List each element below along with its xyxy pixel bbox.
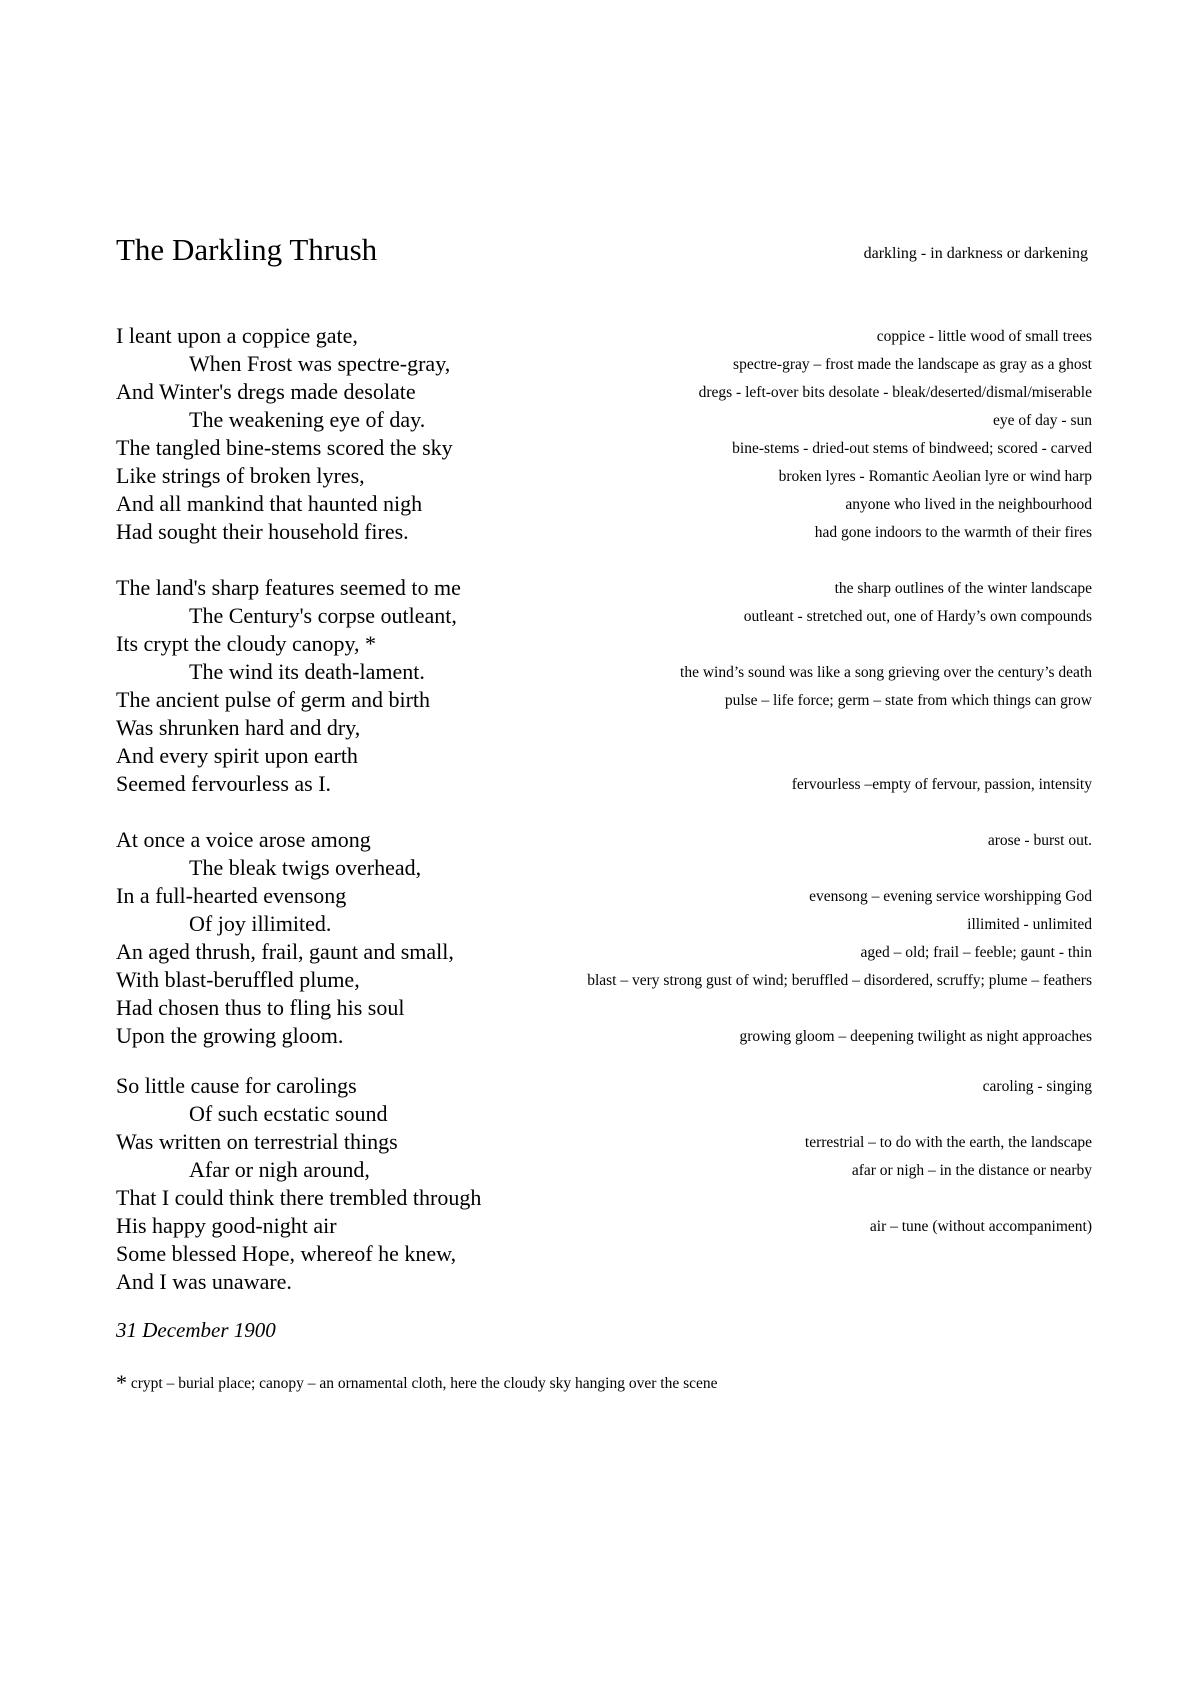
margin-gloss: fervourless –empty of fervour, passion, intensity [791, 776, 1092, 793]
poem-line [0, 1156, 1200, 1184]
verse-text: Had sought their household fires. [116, 519, 409, 544]
title-gloss: darkling - in darkness or darkening [863, 245, 1088, 262]
verse-text: That I could think there trembled through [116, 1185, 482, 1210]
margin-gloss: outleant - stretched out, one of Hardy’s own compounds [743, 608, 1092, 625]
poem-line [0, 406, 1200, 434]
verse-text: Was shrunken hard and dry, [116, 715, 361, 740]
poem-line [0, 434, 1200, 462]
verse-text: The land's sharp features seemed to me [116, 575, 461, 600]
margin-gloss: afar or nigh – in the distance or nearby [851, 1162, 1092, 1179]
poem-line [0, 1268, 1200, 1296]
poem-line [0, 854, 1200, 882]
verse-text: Some blessed Hope, whereof he knew, [116, 1241, 457, 1266]
verse-text: So little cause for carolings [116, 1073, 357, 1098]
footnote-text: crypt – burial place; canopy – an ornamental cloth, here the cloudy sky hanging over the scene [130, 1375, 718, 1392]
margin-gloss: had gone indoors to the warmth of their fires [814, 524, 1092, 541]
poem-line [0, 770, 1200, 798]
margin-gloss: the sharp outlines of the winter landscape [834, 580, 1092, 597]
verse-text: With blast-beruffled plume, [116, 967, 360, 992]
poem-line [0, 378, 1200, 406]
verse-text: Seemed fervourless as I. [116, 771, 332, 796]
margin-gloss: growing gloom – deepening twilight as night approaches [739, 1028, 1092, 1045]
poem-line [0, 1240, 1200, 1268]
verse-text: At once a voice arose among [116, 827, 371, 852]
poem-line [0, 1072, 1200, 1100]
poem-title: The Darkling Thrush [116, 232, 378, 267]
poem-line [0, 686, 1200, 714]
poem-line [0, 910, 1200, 938]
footnote-marker: * [116, 1370, 127, 1395]
verse-text: I leant upon a coppice gate, [116, 323, 358, 348]
poem-line [0, 1212, 1200, 1240]
margin-gloss: caroling - singing [982, 1078, 1092, 1095]
verse-text: Like strings of broken lyres, [116, 463, 365, 488]
margin-gloss: broken lyres - Romantic Aeolian lyre or wind harp [778, 468, 1092, 485]
verse-text: And all mankind that haunted nigh [116, 491, 423, 516]
poem-line [0, 714, 1200, 742]
verse-text: And I was unaware. [116, 1269, 292, 1294]
verse-text: The wind its death-lament. [189, 659, 425, 684]
poem-line [0, 462, 1200, 490]
verse-text: The tangled bine-stems scored the sky [116, 435, 453, 460]
poem-line [0, 1022, 1200, 1050]
poem-line [0, 602, 1200, 630]
verse-text: Of such ecstatic sound [189, 1101, 388, 1126]
poem-line [0, 1184, 1200, 1212]
margin-gloss: anyone who lived in the neighbourhood [845, 496, 1092, 513]
margin-gloss: arose - burst out. [987, 832, 1092, 849]
verse-text: When Frost was spectre-gray, [189, 351, 451, 376]
verse-text: Of joy illimited. [189, 911, 332, 936]
poem-line [0, 322, 1200, 350]
margin-gloss: coppice - little wood of small trees [876, 328, 1092, 345]
verse-text: An aged thrush, frail, gaunt and small, [116, 939, 454, 964]
verse-text: Its crypt the cloudy canopy, * [116, 631, 377, 656]
poem-date: 31 December 1900 [116, 1318, 276, 1342]
verse-text: And every spirit upon earth [116, 743, 358, 768]
margin-gloss: aged – old; frail – feeble; gaunt - thin [860, 944, 1092, 961]
poem-line [0, 490, 1200, 518]
margin-gloss: illimited - unlimited [967, 916, 1092, 933]
poem-line [0, 630, 1200, 658]
verse-text: The weakening eye of day. [189, 407, 426, 432]
margin-gloss: eye of day - sun [993, 412, 1092, 429]
verse-text: Was written on terrestrial things [116, 1129, 398, 1154]
margin-gloss: blast – very strong gust of wind; beruffled – disordered, scruffy; plume – feathers [587, 972, 1092, 989]
margin-gloss: air – tune (without accompaniment) [869, 1218, 1092, 1235]
margin-gloss: spectre-gray – frost made the landscape as gray as a ghost [733, 356, 1092, 373]
poem-line [0, 938, 1200, 966]
poem-line [0, 966, 1200, 994]
verse-text: In a full-hearted evensong [116, 883, 347, 908]
margin-gloss: evensong – evening service worshipping God [809, 888, 1092, 905]
verse-text: Had chosen thus to fling his soul [116, 995, 405, 1020]
margin-gloss: bine-stems - dried-out stems of bindweed; scored - carved [732, 440, 1092, 457]
verse-text: The Century's corpse outleant, [189, 603, 457, 628]
poem-line [0, 994, 1200, 1022]
poem-line [0, 742, 1200, 770]
verse-text: The ancient pulse of germ and birth [116, 687, 431, 712]
poem-line [0, 658, 1200, 686]
verse-text: His happy good-night air [116, 1213, 337, 1238]
margin-gloss: terrestrial – to do with the earth, the landscape [804, 1134, 1092, 1151]
margin-gloss: dregs - left-over bits desolate - bleak/deserted/dismal/miserable [698, 384, 1092, 401]
verse-text: Upon the growing gloom. [116, 1023, 344, 1048]
verse-text: Afar or nigh around, [189, 1157, 370, 1182]
poem-line [0, 826, 1200, 854]
margin-gloss: the wind’s sound was like a song grieving over the century’s death [680, 664, 1092, 681]
poem-line [0, 574, 1200, 602]
poem-line [0, 882, 1200, 910]
poem-line [0, 1128, 1200, 1156]
margin-gloss: pulse – life force; germ – state from which things can grow [724, 692, 1092, 709]
poem-line [0, 350, 1200, 378]
verse-text: And Winter's dregs made desolate [116, 379, 416, 404]
footnote [116, 1372, 718, 1395]
verse-text: The bleak twigs overhead, [189, 855, 422, 880]
poem-line [0, 1100, 1200, 1128]
poem-line [0, 518, 1200, 546]
